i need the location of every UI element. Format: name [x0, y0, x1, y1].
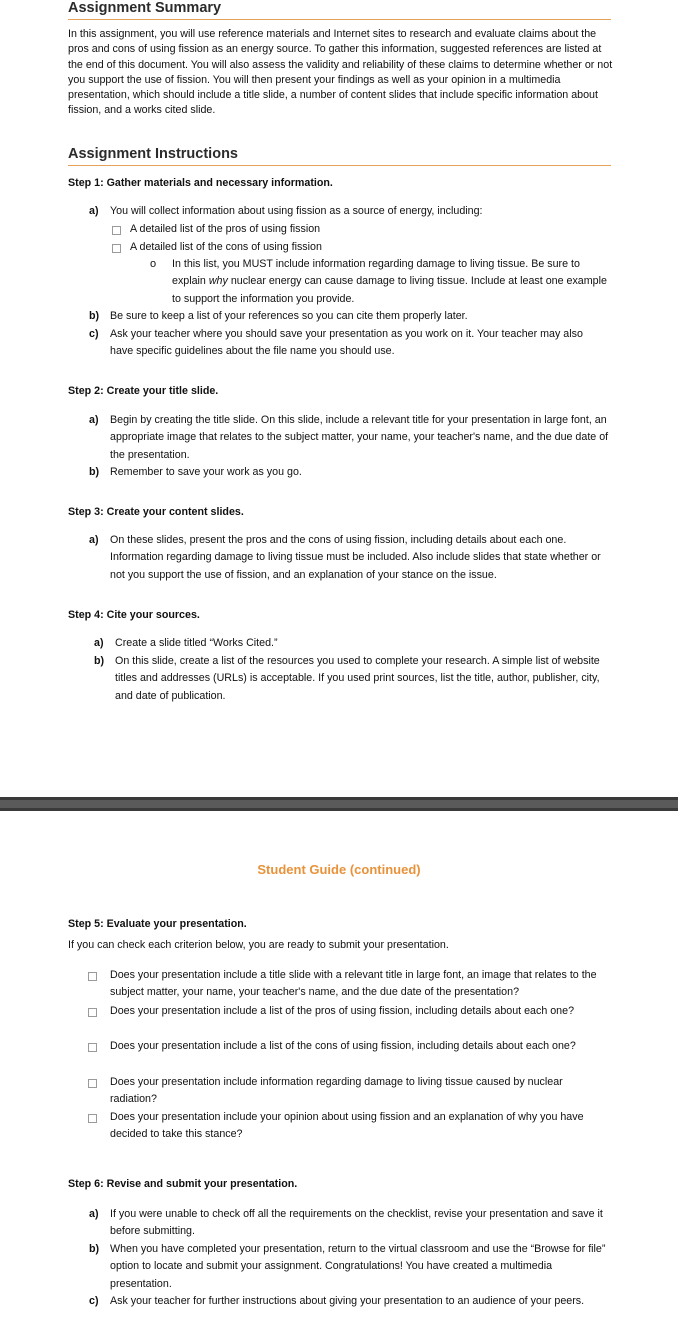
step6-a-label: a) — [89, 1208, 99, 1220]
checklist-item: Does your presentation include your opinion about using fission and an explanation of why you have decided to take this stance? — [88, 1109, 610, 1144]
step1-b-label: b) — [89, 310, 100, 322]
step5-title: Step 5: Evaluate your presentation. — [68, 918, 247, 930]
step1-item-c — [89, 326, 609, 361]
step1-a-label: a) — [89, 205, 99, 217]
checkbox-icon[interactable] — [88, 972, 97, 981]
step2-a-label: a) — [89, 414, 99, 426]
checklist-item: Does your presentation include a title slide with a relevant title in large font, an image that relates to the subject matter, your name, your teacher's name, and the due date of the presentation? — [88, 967, 610, 1002]
step1-c-label: c) — [89, 328, 99, 340]
step1-item-b — [89, 308, 609, 325]
step6-c-text: Ask your teacher for further instructions about giving your presentation to an audience of your peers. — [110, 1295, 585, 1307]
step4-b-label: b) — [94, 655, 105, 667]
step3-item-a — [89, 532, 609, 584]
step3-title: Step 3: Create your content slides. — [68, 506, 244, 518]
step6-b-label: b) — [89, 1243, 100, 1255]
step1-a-text: You will collect information about using fission as a source of energy, including: — [110, 205, 483, 217]
assignment-summary-text: In this assignment, you will use reference materials and Internet sites to research and evaluate claims about the pros and cons of using fission as an energy source. To gather this information, suggested references are listed at the end of this document. You will also assess the validity and reliability of these claims to determine whether or not you support the use of fission. You will then present your findings as well as your opinion in a multimedia presentation, which should include a title slide, a number of content slides that include specific information about fission, and a works cited slide. — [68, 28, 613, 117]
checkbox-icon[interactable] — [88, 1043, 97, 1052]
circle-bullet-icon: o — [150, 258, 157, 270]
page-separator — [0, 797, 678, 811]
step6-title: Step 6: Revise and submit your presentation. — [68, 1178, 298, 1190]
step6-item-c — [89, 1293, 610, 1310]
step1-item-a — [89, 203, 609, 220]
checkbox-icon — [112, 226, 121, 235]
step4-title: Step 4: Cite your sources. — [68, 609, 200, 621]
step1-sub-item — [112, 221, 612, 238]
assignment-instructions-heading: Assignment Instructions — [68, 146, 611, 166]
step2-b-label: b) — [89, 466, 100, 478]
step6-c-label: c) — [89, 1295, 99, 1307]
step2-a-text: Begin by creating the title slide. On this slide, include a relevant title for your presentation in large font, an appropriate image that relates to the subject matter, your name, your teacher's name, and the due date of the presentation. — [110, 414, 609, 461]
checklist-item: Does your presentation include information regarding damage to living tissue caused by nuclear radiation? — [88, 1074, 610, 1109]
step4-item-a — [94, 635, 614, 652]
checkbox-icon[interactable] — [88, 1008, 97, 1017]
step4-item-b — [94, 653, 614, 705]
checkbox-icon[interactable] — [88, 1114, 97, 1123]
step4-b-text: On this slide, create a list of the resources you used to complete your research. A simple list of website titles and addresses (URLs) is acceptable. If you used print sources, list the title, author, publisher, city, and date of publication. — [115, 655, 600, 702]
step1-bullet-item — [150, 256, 612, 308]
checklist-item: Does your presentation include a list of the pros of using fission, including details about each one? — [88, 1003, 610, 1020]
checkbox-icon — [112, 244, 121, 253]
step1-sub-item — [112, 239, 612, 256]
step4-a-text: Create a slide titled “Works Cited.” — [115, 637, 278, 649]
step4-a-label: a) — [94, 637, 104, 649]
step6-a-text: If you were unable to check off all the requirements on the checklist, revise your presentation and save it before submitting. — [110, 1208, 603, 1238]
step1-bullet-text: In this list, you MUST include information regarding damage to living tissue. Be sure to explain why nuclear energy can cause damage to living tissue. Include at least one example to support the information you provide. — [172, 258, 607, 305]
step2-item-a — [89, 412, 609, 464]
document-page-2 — [0, 811, 678, 1325]
assignment-summary-heading: Assignment Summary — [68, 0, 611, 20]
step1-sub2-text: A detailed list of the cons of using fission — [130, 241, 322, 253]
step1-sub1-text: A detailed list of the pros of using fission — [130, 223, 321, 235]
step6-item-a — [89, 1206, 610, 1241]
step2-b-text: Remember to save your work as you go. — [110, 466, 302, 478]
step5-intro: If you can check each criterion below, you are ready to submit your presentation. — [68, 939, 449, 951]
step1-c-text: Ask your teacher where you should save your presentation as you work on it. Your teacher may also have specific guidelines about the file name you should use. — [110, 328, 583, 358]
step3-a-label: a) — [89, 534, 99, 546]
step3-a-text: On these slides, present the pros and the cons of using fission, including details about each one. Information regarding damage to living tissue must be included. Also include slides that state whether or not you support the use of fission, and an explanation of your stance on the issue. — [110, 534, 601, 581]
page-title: Student Guide (continued) — [257, 862, 421, 877]
step6-b-text: When you have completed your presentation, return to the virtual classroom and use the “Browse for file” option to locate and submit your assignment. Congratulations! You have created a multimedia presentation. — [110, 1243, 606, 1290]
step2-title: Step 2: Create your title slide. — [68, 385, 219, 397]
step2-item-b — [89, 464, 609, 481]
step1-b-text: Be sure to keep a list of your references so you can cite them properly later. — [110, 310, 468, 322]
checkbox-icon[interactable] — [88, 1079, 97, 1088]
step6-item-b — [89, 1241, 610, 1293]
checklist-item: Does your presentation include a list of the cons of using fission, including details about each one? — [88, 1038, 610, 1055]
step1-title: Step 1: Gather materials and necessary information. — [68, 177, 333, 189]
